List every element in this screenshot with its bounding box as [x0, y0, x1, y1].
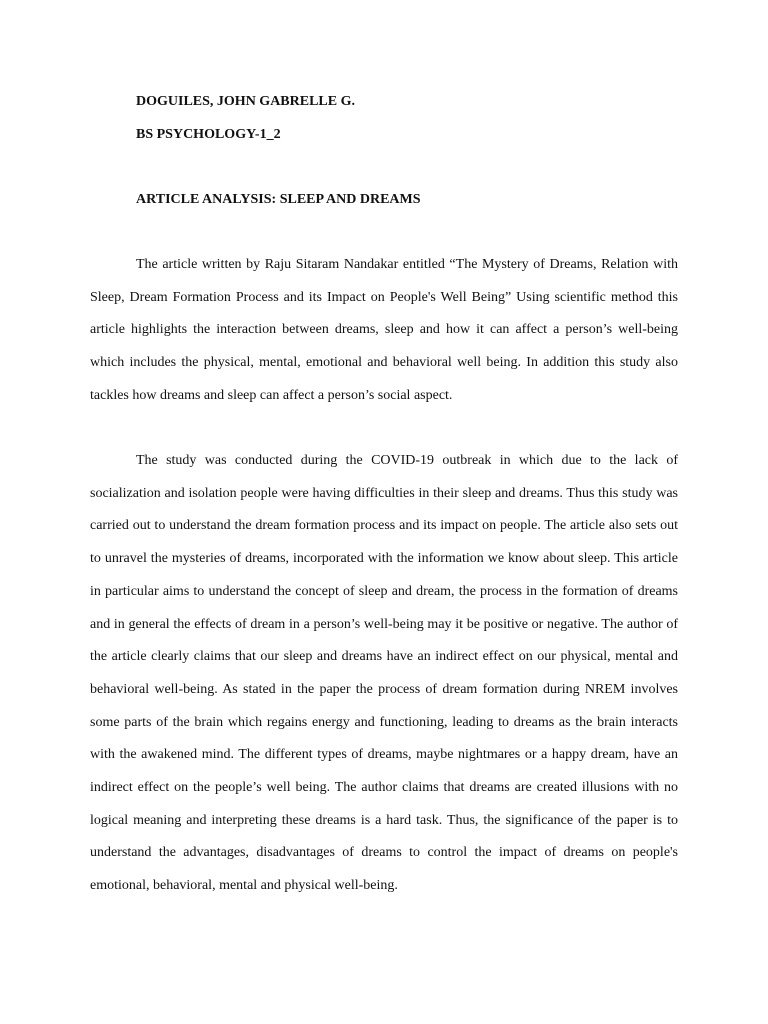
course-line: BS PSYCHOLOGY-1_2: [136, 127, 281, 142]
body-paragraph: The article written by Raju Sitaram Nandakar entitled “The Mystery of Dreams, Relation with Sleep, Dream Formation Process and its Impact on People's Well Being” Using scientific method this article highlights the interaction between dreams, sleep and how it can affect a person’s well-being which includes the physical, mental, emotional and behavioral well being. In addition this study also tackles how dreams and sleep can affect a person’s social aspect.: [90, 257, 678, 403]
author-name: DOGUILES, JOHN GABRELLE G.: [136, 94, 355, 109]
article-heading: ARTICLE ANALYSIS: SLEEP AND DREAMS: [136, 192, 421, 207]
body-paragraph: The study was conducted during the COVID-19 outbreak in which due to the lack of socialization and isolation people were having difficulties in their sleep and dreams. Thus this study was carried out to understand the dream formation process and its impact on people. The article also sets out to unravel the mysteries of dreams, incorporated with the information we know about sleep. This article in particular aims to understand the concept of sleep and dream, the process in the formation of dreams and in general the effects of dream in a person’s well-being may it be positive or negative. The author of the article clearly claims that our sleep and dreams have an indirect effect on our physical, mental and behavioral well-being. As stated in the paper the process of dream formation during NREM involves some parts of the brain which regains energy and functioning, leading to dreams as the brain interacts with the awakened mind. The different types of dreams, maybe nightmares or a happy dream, have an indirect effect on the people’s well being. The author claims that dreams are created illusions with no logical meaning and interpreting these dreams is a hard task. Thus, the significance of the paper is to understand the advantages, disadvantages of dreams to control the impact of dreams on people's emotional, behavioral, mental and physical well-being.: [90, 453, 678, 894]
